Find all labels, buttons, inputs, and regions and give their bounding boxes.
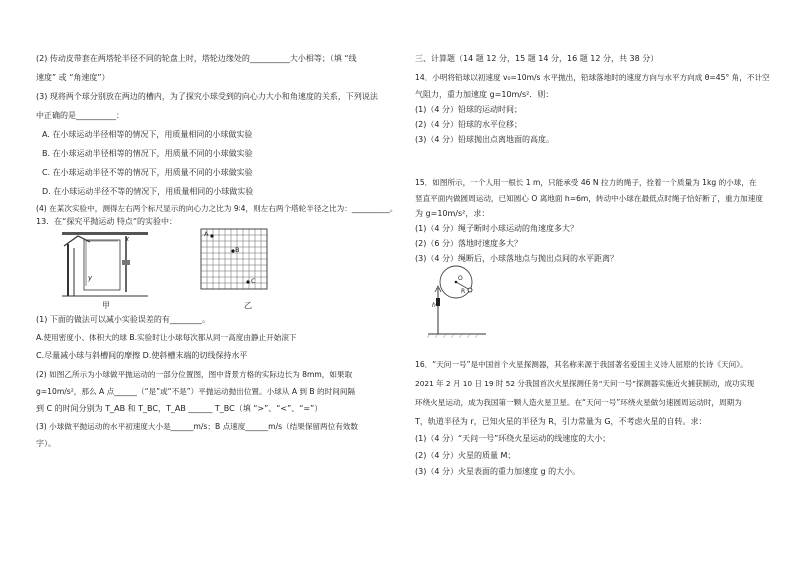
q16-line2: 2021 年 2 月 10 日 19 时 52 分我国首次火星探测任务“天问一号”探测器实施近火捕获制动，成功实现 — [415, 379, 755, 388]
q12-part3-line1: (3) 现将两个球分别放在两边的槽内，为了探究小球受到的向心力大小和角速度的关系，下列说法 — [36, 92, 378, 101]
q15-part1: (1)（4 分）绳子断时小球运动的角速度多大？ — [415, 224, 578, 233]
q12-part4: (4) 在某次实验中，测得左右两个标尺显示的向心力之比为 9∶4，则左右两个塔轮半径之比为：__________。 — [36, 204, 398, 213]
q13-part2-line2: g=10m/s²，那么 A 点______（“是”或“不是”）平抛运动抛出位置。小球从 A 到 B 的时间间隔 — [36, 387, 356, 396]
q12-part3-line2: 中正确的是__________： — [36, 111, 124, 120]
q13-part3-line1: (3) 小球做平抛运动的水平初速度大小是______m/s；B 点速度______m/s（结果保留两位有效数 — [36, 422, 358, 431]
q12-option-a: A. 在小球运动半径相等的情况下，用质量相同的小球做实验 — [42, 130, 253, 139]
q12-part2-line2: 速度” 或 “角速度”） — [36, 73, 110, 82]
q14-part3: (3)（4 分）铅球抛出点离地面的高度。 — [415, 135, 554, 144]
q12-option-b: B. 在小球运动半径相等的情况下，用质量不同的小球做实验 — [42, 149, 253, 158]
q14-part1: (1)（4 分）铅球的运动时间； — [415, 105, 522, 114]
q14-line1: 14．小明将铅球以初速度 v₀=10m/s 水平抛出，铅球落地时的速度方向与水平方向成 θ=45° 角，不计空 — [415, 73, 770, 82]
q16-line4: T，轨道半径为 r，已知火星的半径为 R，引力常量为 G，不考虑火星的自转。求： — [415, 417, 707, 426]
figure-jia-apparatus — [60, 226, 150, 298]
height-h-label: h — [432, 302, 436, 309]
q16-part2: (2)（4 分）火星的质量 M； — [415, 451, 516, 460]
point-c-label: C — [251, 277, 256, 285]
q16-part3: (3)（4 分）火星表面的重力加速度 g 的大小。 — [415, 467, 581, 476]
section-heading-calc: 三、计算题（14 题 12 分，15 题 14 分，16 题 12 分，共 38 分） — [415, 54, 659, 63]
q14-part2: (2)（4 分）铅球的水平位移； — [415, 120, 522, 129]
q15-line3: 为 g=10m/s²，求： — [415, 209, 490, 218]
q12-option-d: D. 在小球运动半径不等的情况下，用质量相同的小球做实验 — [42, 187, 254, 196]
q12-option-c: C. 在小球运动半径不等的情况下，用质量不同的小球做实验 — [42, 168, 253, 177]
figure-jia-caption: 甲 — [102, 301, 110, 310]
figure-yi-grid — [200, 228, 268, 290]
q13-part2-line3: 到 C 的时间分别为 T_AB 和 T_BC，T_AB ______ T_BC（填 “>”、“<”、“=”） — [36, 404, 323, 413]
q13-options-ab: A.使用密度小、体积大的球 B.实验时让小球每次都从同一高度由静止开始滚下 — [36, 333, 297, 342]
q12-part2-line1: (2) 传动皮带套在两塔轮半径不同的轮盘上时，塔轮边缘处的__________大小相等；（填 “线 — [36, 54, 357, 63]
q13-title: 13．在“探究平抛运动 特点”的实验中： — [36, 217, 178, 226]
point-o-label: O — [458, 275, 463, 282]
point-a-label: A — [204, 230, 209, 238]
q15-part3: (3)（4 分）绳断后，小球落地点与抛出点间的水平距离？ — [415, 254, 618, 263]
q16-part1: (1)（4 分）“天问一号”环绕火星运动的线速度的大小； — [415, 434, 611, 443]
point-b-label: B — [235, 246, 240, 254]
q15-line2: 竖直平面内做圆周运动，已知圆心 O 离地面 h=6m，转动中小球在最低点时绳子恰好断了，重力加速度 — [415, 194, 763, 203]
q15-part2: (2)（6 分）落地时速度多大？ — [415, 239, 522, 248]
q13-part1: (1) 下面的做法可以减小实验误差的有________。 — [36, 315, 210, 324]
figure-yi-caption: 乙 — [244, 301, 252, 310]
q14-line2: 气阻力，重力加速度 g=10m/s²．则： — [415, 90, 554, 99]
q16-line3: 环绕火星运动，成为我国第一颗人造火星卫星。在“天问一号”环绕火星做匀速圆周运动时，周期为 — [415, 398, 742, 407]
axis-x-label: x — [125, 235, 130, 243]
q13-part3-line2: 字）。 — [36, 439, 56, 448]
q13-part2-line1: (2) 如图乙所示为小球做平抛运动的一部分位置图，图中背景方格的实际边长为 8mm，如果取 — [36, 370, 353, 379]
q16-line1: 16．“天问一号”是中国首个火星探测器，其名称来源于我国著名爱国主义诗人屈原的长诗《天问》。 — [415, 360, 748, 369]
radius-r-label: R — [461, 288, 466, 295]
axis-y-label: y — [88, 274, 93, 282]
q13-options-cd: C.尽量减小球与斜槽间的摩擦 D.使斜槽末端的切线保持水平 — [36, 351, 248, 360]
q15-line1: 15．如图所示，一个人用一根长 1 m，只能承受 46 N 拉力的绳子，拴着一个质量为 1kg 的小球，在 — [415, 178, 757, 187]
